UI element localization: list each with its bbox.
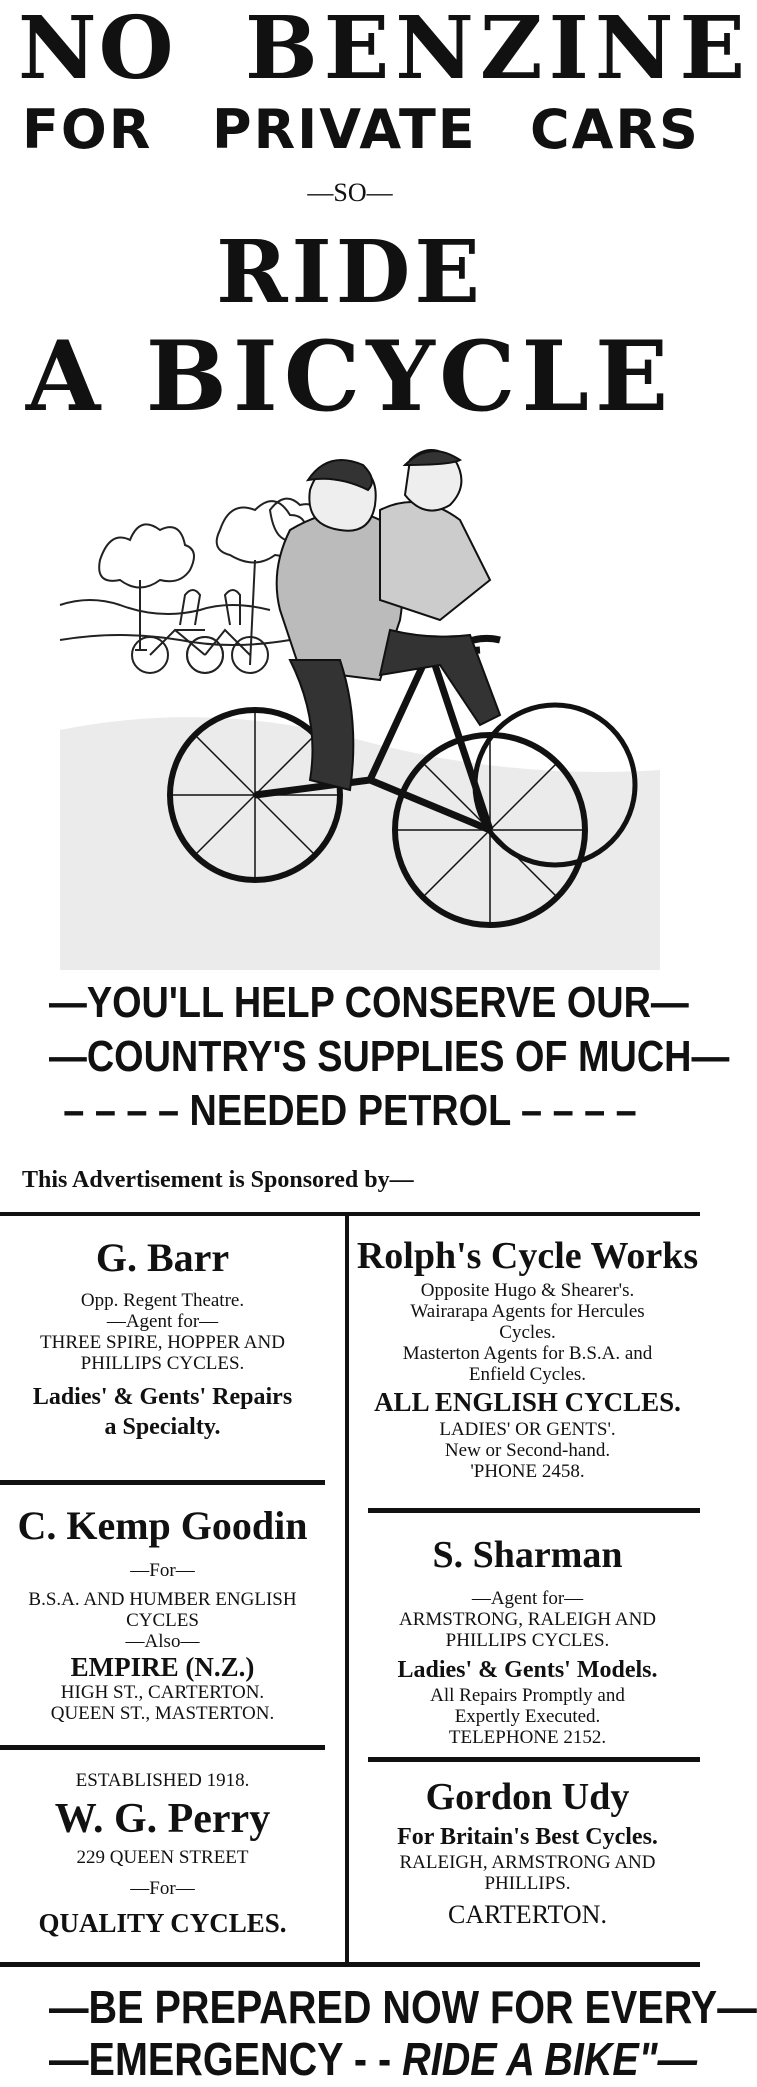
ad-line: CYCLES	[126, 1610, 199, 1631]
ad-line: LADIES' OR GENTS'.	[439, 1419, 616, 1440]
ad-bold: Ladies' & Gents' Repairs	[32, 1384, 293, 1410]
right-rule-1	[368, 1508, 700, 1513]
right-rule-2	[368, 1757, 700, 1762]
left-rule-1	[0, 1480, 325, 1485]
ad-line: CARTERTON.	[448, 1900, 607, 1929]
ad-bold: EMPIRE (N.Z.)	[70, 1652, 255, 1682]
ad-line: THREE SPIRE, HOPPER AND	[40, 1332, 285, 1353]
ad-line: 'PHONE 2458.	[470, 1461, 585, 1482]
ad-bold: QUALITY CYCLES.	[38, 1908, 287, 1938]
headline-a-bicycle: A BICYCLE	[25, 320, 675, 433]
closing-line-2a: —EMERGENCY - -	[49, 2033, 403, 2085]
ad-line: ARMSTRONG, RALEIGH AND	[398, 1609, 657, 1630]
ad-name: G. Barr	[95, 1235, 230, 1280]
headline-no: NO	[18, 0, 176, 99]
sponsor-intro: This Advertisement is Sponsored by—	[22, 1167, 414, 1193]
ad-line: Wairarapa Agents for Hercules	[410, 1301, 645, 1322]
ad-line: Expertly Executed.	[454, 1706, 601, 1727]
ad-line: All Repairs Promptly and	[430, 1685, 625, 1706]
ad-line: PHILLIPS CYCLES.	[445, 1630, 610, 1651]
ad-line: Cycles.	[499, 1322, 556, 1343]
background-cyclists-icon	[132, 590, 268, 673]
ad-bold: For Britain's Best Cycles.	[397, 1824, 658, 1850]
ad-line: QUEEN ST., MASTERTON.	[50, 1703, 275, 1724]
headline-line-1	[0, 0, 752, 99]
left-rule-2	[0, 1745, 325, 1750]
ad-line: —Agent for—	[106, 1311, 219, 1332]
ad-line: RALEIGH, ARMSTRONG AND	[399, 1852, 656, 1873]
ad-line: —Agent for—	[471, 1588, 584, 1609]
ad-line: New or Second-hand.	[444, 1440, 611, 1461]
ad-line: ESTABLISHED 1918.	[75, 1770, 250, 1791]
ad-bold: ALL ENGLISH CYCLES.	[374, 1387, 681, 1417]
slogan-line-2: —COUNTRY'S SUPPLIES OF MUCH—	[49, 1032, 730, 1081]
headline-so: —SO—	[307, 178, 393, 207]
ad-line: —Also—	[125, 1631, 200, 1652]
center-rule	[345, 1216, 349, 1966]
headline-benzine: BENZINE	[245, 0, 752, 99]
headline-ride: RIDE	[216, 222, 484, 323]
ad-name: C. Kemp Goodin	[17, 1503, 308, 1548]
closing-line-1: —BE PREPARED NOW FOR EVERY—	[49, 1981, 757, 2033]
slogan-line-1: —YOU'LL HELP CONSERVE OUR—	[49, 978, 689, 1027]
ad-bold: Ladies' & Gents' Models.	[397, 1657, 658, 1683]
ad-line: TELEPHONE 2152.	[448, 1727, 607, 1748]
headline-line-2	[0, 98, 700, 168]
ad-name: S. Sharman	[432, 1534, 623, 1576]
ad-line: —For—	[130, 1878, 195, 1899]
ad-line: 229 QUEEN STREET	[76, 1847, 249, 1868]
slogan-line-3: – – – – NEEDED PETROL – – – –	[63, 1086, 637, 1135]
ad-w-g-perry	[0, 1770, 325, 1941]
ad-line: PHILLIPS CYCLES.	[80, 1353, 245, 1374]
closing-line-2b: RIDE A BIKE"—	[402, 2033, 698, 2085]
ad-line: PHILLIPS.	[484, 1873, 571, 1894]
ad-s-sharman	[355, 1530, 700, 1748]
ad-rolphs-cycle-works	[355, 1232, 700, 1482]
ad-name: W. G. Perry	[54, 1796, 271, 1842]
headline-cars: CARS	[530, 98, 700, 161]
ad-line: HIGH ST., CARTERTON.	[60, 1682, 265, 1703]
ad-bold: a Specialty.	[104, 1414, 221, 1440]
bottom-rule	[0, 1962, 700, 1967]
ad-line: Opp. Regent Theatre.	[80, 1290, 245, 1311]
ad-line: —For—	[130, 1560, 195, 1581]
ad-name: Rolph's Cycle Works	[356, 1235, 699, 1277]
ad-name: Gordon Udy	[425, 1776, 630, 1818]
ad-line: Enfield Cycles.	[468, 1364, 587, 1385]
ad-g-barr	[0, 1232, 325, 1442]
ad-line: Opposite Hugo & Shearer's.	[420, 1280, 635, 1301]
ad-line: Masterton Agents for B.S.A. and	[402, 1343, 653, 1364]
ad-gordon-udy	[355, 1772, 700, 1932]
cyclists-illustration	[40, 450, 670, 970]
closing-line-2	[49, 2032, 698, 2086]
headline-private: PRIVATE	[212, 98, 477, 161]
ad-line: B.S.A. AND HUMBER ENGLISH	[28, 1589, 297, 1610]
headline-for: FOR	[22, 98, 153, 161]
top-rule	[0, 1212, 700, 1216]
ad-c-kemp-goodin	[0, 1500, 325, 1724]
